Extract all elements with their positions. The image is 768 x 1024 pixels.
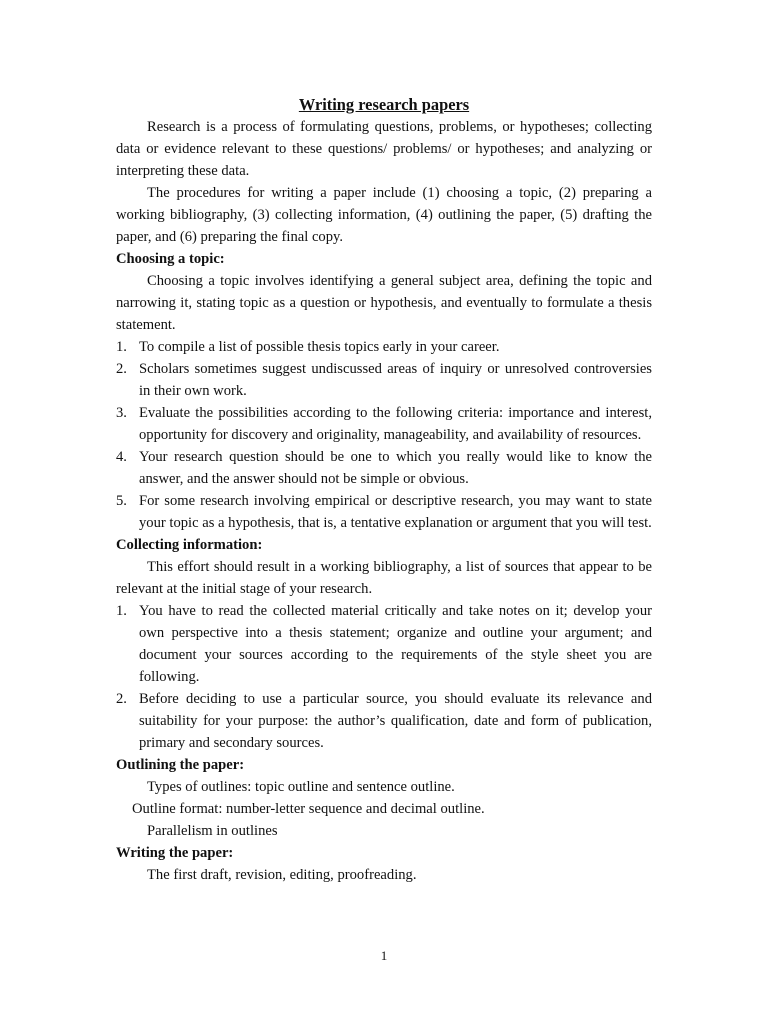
section-heading-writing: Writing the paper: (116, 845, 234, 861)
outline-line-format: Outline format: number-letter sequence and decimal outline. (132, 801, 485, 817)
document-page (116, 94, 652, 886)
document-title: Writing research papers (298, 95, 470, 114)
list-item-text: Your research question should be one to which you really would like to know the answer, and the answer should not be simple or obvious. (139, 449, 652, 487)
list-item (116, 446, 652, 490)
list-item-number: 1. (116, 339, 127, 355)
list-item (116, 688, 652, 754)
list-item-text: You have to read the collected material critically and take notes on it; develop your own perspective into a thesis statement; organize and outline your argument; and document your sources according to the requirements of the style sheet you are following. (139, 603, 652, 685)
page-number: 1 (380, 948, 388, 963)
outline-line-parallelism: Parallelism in outlines (147, 823, 278, 839)
outline-line-types: Types of outlines: topic outline and sentence outline. (147, 779, 455, 795)
section-heading-choosing: Choosing a topic: (116, 251, 225, 267)
intro-paragraph-2: The procedures for writing a paper include (1) choosing a topic, (2) preparing a working bibliography, (3) collecting information, (4) outlining the paper, (5) drafting the paper, and (6) preparing the final copy. (116, 185, 652, 245)
list-item-text: To compile a list of possible thesis topics early in your career. (139, 339, 500, 355)
list-item-number: 5. (116, 493, 127, 509)
choosing-paragraph: Choosing a topic involves identifying a general subject area, defining the topic and narrowing it, stating topic as a question or hypothesis, and eventually to formulate a thesis statement. (116, 273, 652, 333)
list-item (116, 600, 652, 688)
list-item (116, 358, 652, 402)
collecting-list (116, 600, 652, 754)
list-item-number: 2. (116, 691, 127, 707)
list-item-number: 1. (116, 603, 127, 619)
choosing-list (116, 336, 652, 534)
writing-line: The first draft, revision, editing, proofreading. (147, 867, 417, 883)
section-heading-collecting: Collecting information: (116, 537, 263, 553)
list-item-number: 4. (116, 449, 127, 465)
list-item (116, 402, 652, 446)
list-item-text: Evaluate the possibilities according to the following criteria: importance and interest, opportunity for discovery and originality, manageability, and availability of resources. (139, 405, 652, 443)
section-heading-outlining: Outlining the paper: (116, 757, 245, 773)
list-item-number: 3. (116, 405, 127, 421)
list-item-text: For some research involving empirical or descriptive research, you may want to state your topic as a hypothesis, that is, a tentative explanation or argument that you will test. (139, 493, 652, 531)
collecting-paragraph: This effort should result in a working bibliography, a list of sources that appear to be relevant at the initial stage of your research. (116, 559, 652, 597)
list-item-number: 2. (116, 361, 127, 377)
list-item (116, 490, 652, 534)
list-item-text: Before deciding to use a particular source, you should evaluate its relevance and suitability for your purpose: the author’s qualification, date and form of publication, primary and secondary sources. (139, 691, 652, 751)
intro-paragraph-1: Research is a process of formulating questions, problems, or hypotheses; collecting data or evidence relevant to these questions/ problems/ or hypotheses; and analyzing or interpreting these data. (116, 119, 652, 179)
list-item (116, 336, 652, 358)
list-item-text: Scholars sometimes suggest undiscussed areas of inquiry or unresolved controversies in their own work. (139, 361, 652, 399)
